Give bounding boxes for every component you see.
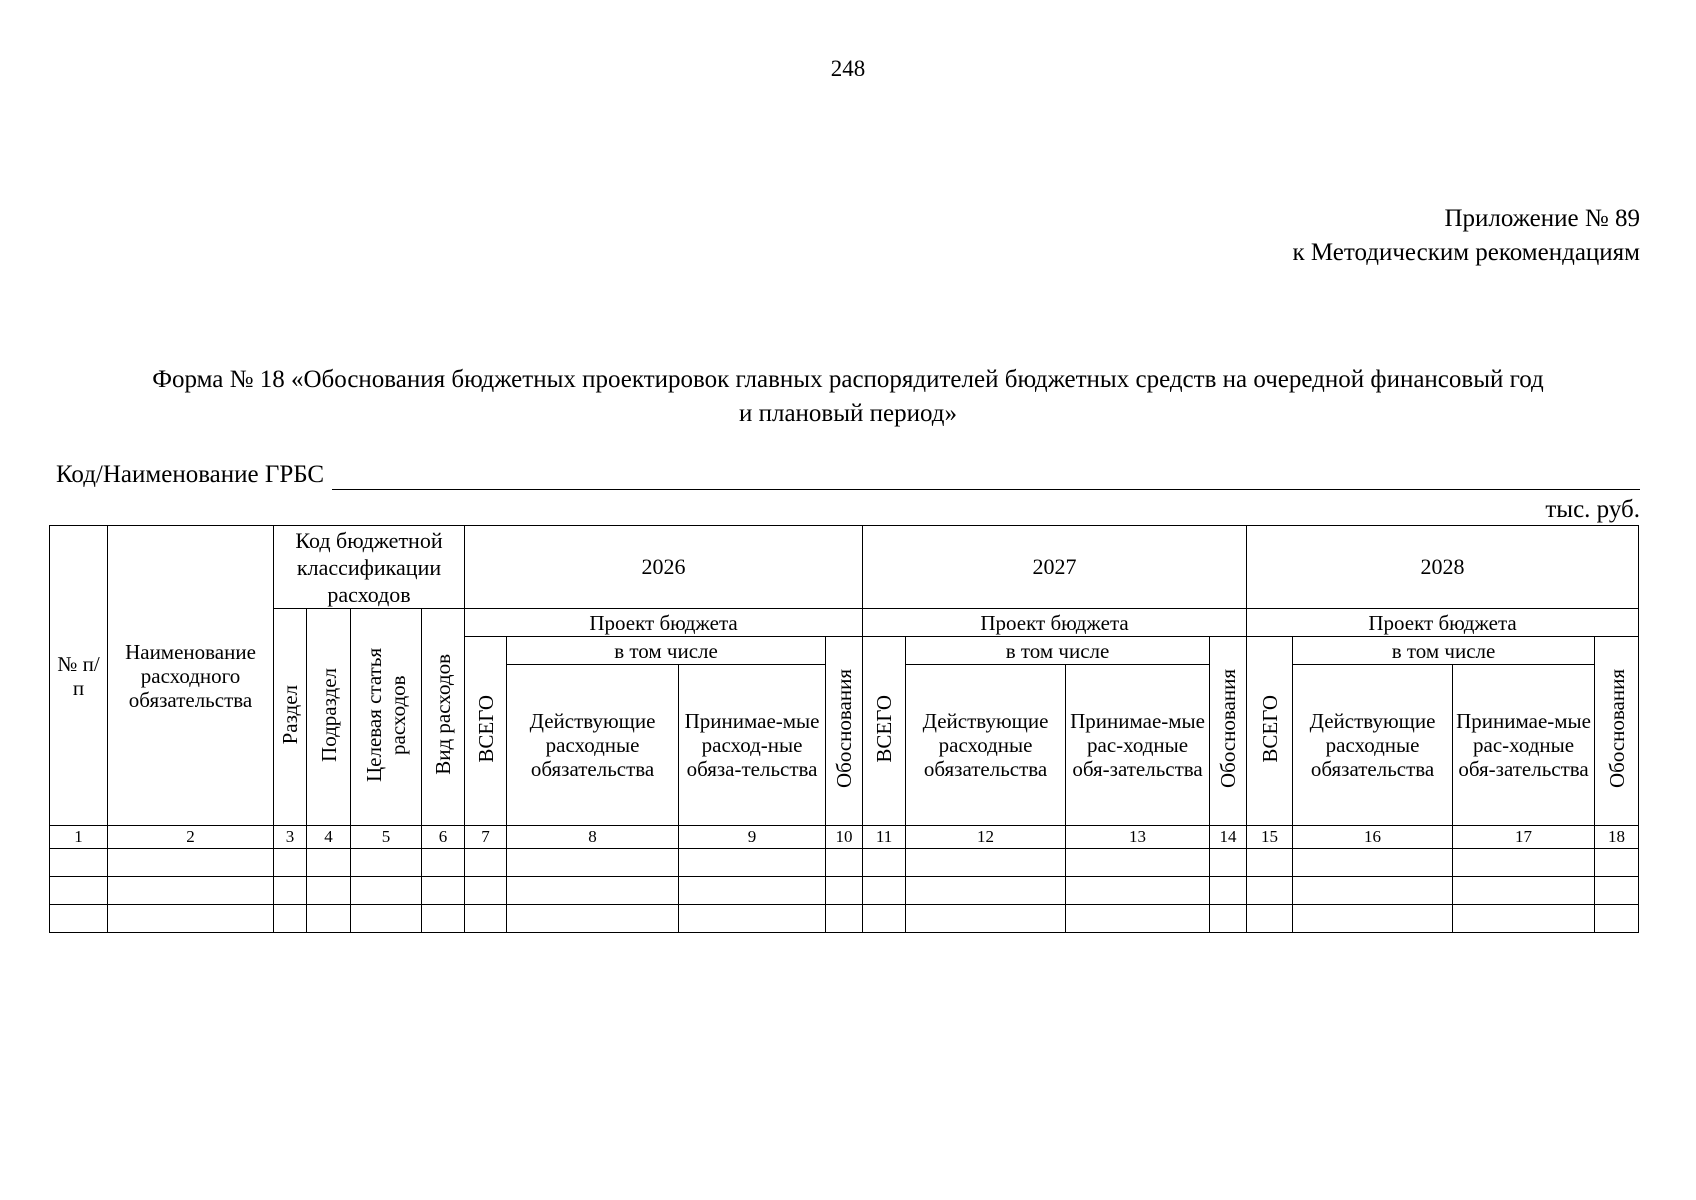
column-number: 13: [1066, 826, 1210, 849]
header-total-2026: ВСЕГО: [465, 637, 507, 826]
column-number: 4: [307, 826, 351, 849]
column-number: 2: [108, 826, 274, 849]
form-title-line-2: и плановый период»: [738, 400, 958, 427]
table-cell[interactable]: [1210, 905, 1247, 933]
header-accepted-2026: Принимае-мые расход-ные обяза-тельства: [679, 665, 826, 826]
header-expense-type: Вид расходов: [422, 609, 465, 826]
table-cell[interactable]: [108, 905, 274, 933]
table-cell[interactable]: [274, 905, 307, 933]
table-cell[interactable]: [351, 877, 422, 905]
table-cell[interactable]: [1247, 905, 1293, 933]
header-justification-2028: Обоснования: [1595, 637, 1639, 826]
table-cell[interactable]: [1210, 877, 1247, 905]
table-cell[interactable]: [307, 877, 351, 905]
header-project-2028: Проект бюджета: [1247, 609, 1639, 637]
column-number: 10: [826, 826, 863, 849]
table-cell[interactable]: [1453, 849, 1595, 877]
table-cell[interactable]: [108, 849, 274, 877]
header-year-2028: 2028: [1247, 526, 1639, 609]
grbs-label: Код/Наименование ГРБС: [56, 461, 325, 488]
header-section: Раздел: [274, 609, 307, 826]
header-year-2026: 2026: [465, 526, 863, 609]
column-number: 12: [906, 826, 1066, 849]
header-existing-2026: Действующие расходные обязательства: [507, 665, 679, 826]
column-number: 18: [1595, 826, 1639, 849]
header-total-2028: ВСЕГО: [1247, 637, 1293, 826]
table-cell[interactable]: [826, 877, 863, 905]
table-cell[interactable]: [863, 905, 906, 933]
table-cell[interactable]: [50, 905, 108, 933]
table-cell[interactable]: [1247, 849, 1293, 877]
table-cell[interactable]: [863, 877, 906, 905]
budget-table: [49, 525, 1639, 933]
table-cell[interactable]: [826, 905, 863, 933]
table-cell[interactable]: [1453, 877, 1595, 905]
header-project-2026: Проект бюджета: [465, 609, 863, 637]
table-cell[interactable]: [826, 849, 863, 877]
grbs-field: [56, 460, 1640, 490]
table-cell[interactable]: [307, 905, 351, 933]
header-existing-2028: Действующие расходные обязательства: [1293, 665, 1453, 826]
header-code-group: Код бюджетной классификации расходов: [274, 526, 465, 609]
table-cell[interactable]: [307, 849, 351, 877]
table-cell[interactable]: [679, 849, 826, 877]
table-row: [50, 905, 1639, 933]
column-number: 14: [1210, 826, 1247, 849]
header-justification-2027: Обоснования: [1210, 637, 1247, 826]
header-target-article: Целевая статья расходов: [351, 609, 422, 826]
column-number: 16: [1293, 826, 1453, 849]
table-cell[interactable]: [1210, 849, 1247, 877]
table-cell[interactable]: [863, 849, 906, 877]
table-cell[interactable]: [679, 905, 826, 933]
table-cell[interactable]: [1066, 905, 1210, 933]
table-cell[interactable]: [465, 877, 507, 905]
header-accepted-2027: Принимае-мые рас-ходные обя-зательства: [1066, 665, 1210, 826]
column-number: 8: [507, 826, 679, 849]
table-cell[interactable]: [422, 849, 465, 877]
table-cell[interactable]: [507, 877, 679, 905]
table-cell[interactable]: [1293, 905, 1453, 933]
column-number: 11: [863, 826, 906, 849]
column-number: 17: [1453, 826, 1595, 849]
header-num: № п/п: [50, 526, 108, 826]
column-number-row: [50, 826, 1639, 849]
appendix-line-1: Приложение № 89: [1444, 205, 1640, 232]
grbs-fill-line[interactable]: [332, 464, 1640, 490]
header-justification-2026: Обоснования: [826, 637, 863, 826]
table-cell[interactable]: [465, 905, 507, 933]
header-incl-2028: в том числе: [1293, 637, 1595, 665]
header-accepted-2028: Принимае-мые рас-ходные обя-зательства: [1453, 665, 1595, 826]
table-row: [50, 877, 1639, 905]
table-cell[interactable]: [465, 849, 507, 877]
table-cell[interactable]: [422, 877, 465, 905]
table-cell[interactable]: [1066, 849, 1210, 877]
table-cell[interactable]: [50, 849, 108, 877]
table-cell[interactable]: [1247, 877, 1293, 905]
header-total-2027: ВСЕГО: [863, 637, 906, 826]
table-cell[interactable]: [1066, 877, 1210, 905]
appendix-reference: [1292, 202, 1640, 270]
table-cell[interactable]: [351, 849, 422, 877]
table-cell[interactable]: [906, 905, 1066, 933]
units-label: тыс. руб.: [1545, 496, 1640, 523]
header-year-2027: 2027: [863, 526, 1247, 609]
table-cell[interactable]: [1595, 905, 1639, 933]
header-incl-2027: в том числе: [906, 637, 1210, 665]
column-number: 15: [1247, 826, 1293, 849]
column-number: 1: [50, 826, 108, 849]
header-obligation-name: Наименование расходного обязательства: [108, 526, 274, 826]
table-cell[interactable]: [906, 849, 1066, 877]
table-row: [50, 849, 1639, 877]
table-cell[interactable]: [274, 877, 307, 905]
table-cell[interactable]: [351, 905, 422, 933]
header-incl-2026: в том числе: [507, 637, 826, 665]
table-cell[interactable]: [1293, 849, 1453, 877]
column-number: 7: [465, 826, 507, 849]
table-cell[interactable]: [50, 877, 108, 905]
column-number: 9: [679, 826, 826, 849]
table-cell[interactable]: [679, 877, 826, 905]
table-cell[interactable]: [507, 905, 679, 933]
table-cell[interactable]: [1293, 877, 1453, 905]
table-cell[interactable]: [274, 849, 307, 877]
page-number: 248: [830, 56, 866, 81]
column-number: 6: [422, 826, 465, 849]
header-subsection: Подраздел: [307, 609, 351, 826]
table-cell[interactable]: [1595, 849, 1639, 877]
table-cell[interactable]: [906, 877, 1066, 905]
form-title-line-1: Форма № 18 «Обоснования бюджетных проектировок главных распорядителей бюджетных средств на очередной финансовый год: [152, 366, 1544, 393]
table-cell[interactable]: [108, 877, 274, 905]
header-existing-2027: Действующие расходные обязательства: [906, 665, 1066, 826]
header-project-2027: Проект бюджета: [863, 609, 1247, 637]
column-number: 5: [351, 826, 422, 849]
table-cell[interactable]: [422, 905, 465, 933]
column-number: 3: [274, 826, 307, 849]
table-cell[interactable]: [1595, 877, 1639, 905]
table-cell[interactable]: [507, 849, 679, 877]
table-cell[interactable]: [1453, 905, 1595, 933]
form-title: [56, 363, 1640, 431]
appendix-line-2: к Методическим рекомендациям: [1292, 239, 1640, 266]
